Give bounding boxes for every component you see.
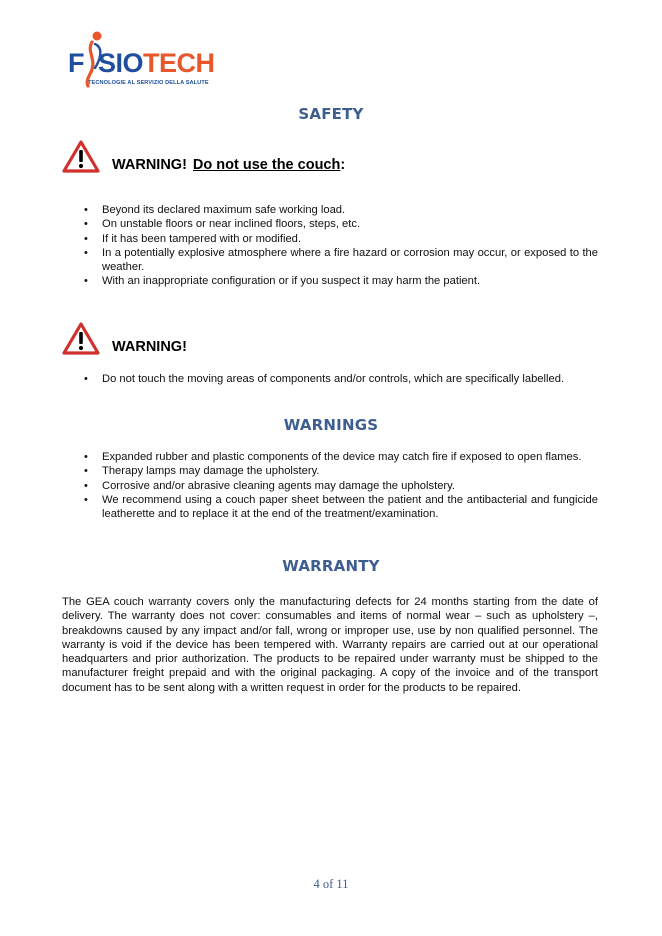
- warranty-heading: WARRANTY: [282, 557, 380, 575]
- warning-triangle-icon: [62, 140, 100, 174]
- warnings-heading: WARNINGS: [283, 416, 379, 434]
- warnings-list: [62, 450, 598, 521]
- page-number: 4 of 11: [313, 877, 349, 891]
- warning-text-2: WARNING!: [112, 339, 187, 355]
- fisiotech-logo: [64, 30, 224, 96]
- warning-underlined: Do not use the couch: [192, 157, 341, 173]
- list-item: • Therapy lamps may damage the upholstery.: [62, 464, 598, 478]
- warranty-paragraph: The GEA couch warranty covers only the manufacturing defects for 24 months starting from the date of delivery. The warranty does not cover: consumables and items of normal wear – such as upholstery –, breakdowns caused by any impact and/or fall, wrong or improper use, use by non qualified personnel. The warranty is void if the device has been tempered with. Warranty repairs are carried out at our operational headquarters and prior authorization. The products to be repaired under warranty must be shipped to the manufacturer freight prepaid and with the original packaging. A copy of the invoice and of the transport document has to be sent along with a written request in order for the products to be repaired.: [62, 596, 598, 694]
- list-item: • On unstable floors or near inclined floors, steps, etc.: [62, 217, 598, 231]
- logo-wordmark: [68, 48, 215, 79]
- warning-triangle-icon: [62, 322, 100, 356]
- list-item: • Corrosive and/or abrasive cleaning agents may damage the upholstery.: [62, 479, 598, 493]
- list-item: • If it has been tampered with or modified.: [62, 232, 598, 246]
- list-item: • We recommend using a couch paper sheet between the patient and the antibacterial and fungicide leatherette and to replace it at the end of the treatment/examination.: [62, 493, 598, 522]
- logo-letter-f: F: [68, 48, 84, 78]
- logo-sio: SIO: [98, 48, 144, 78]
- warning-suffix: :: [340, 157, 346, 173]
- safety-list: [62, 203, 598, 289]
- list-item: • Beyond its declared maximum safe working load.: [62, 203, 598, 217]
- warning-label-1: WARNING!: [112, 157, 187, 173]
- logo-tech: TECH: [143, 48, 215, 78]
- list-item: • Do not touch the moving areas of components and/or controls, which are specifically labelled.: [62, 372, 598, 386]
- warning-text-1: [112, 157, 345, 173]
- safety-heading: SAFETY: [298, 105, 364, 123]
- safety-list-2: [62, 372, 598, 386]
- logo-tagline: TECNOLOGIE AL SERVIZIO DELLA SALUTE: [88, 80, 209, 86]
- list-item: • In a potentially explosive atmosphere where a fire hazard or corrosion may occur, or exposed to the weather.: [62, 246, 598, 275]
- list-item: • Expanded rubber and plastic components of the device may catch fire if exposed to open flames.: [62, 450, 598, 464]
- list-item: • With an inappropriate configuration or if you suspect it may harm the patient.: [62, 274, 598, 288]
